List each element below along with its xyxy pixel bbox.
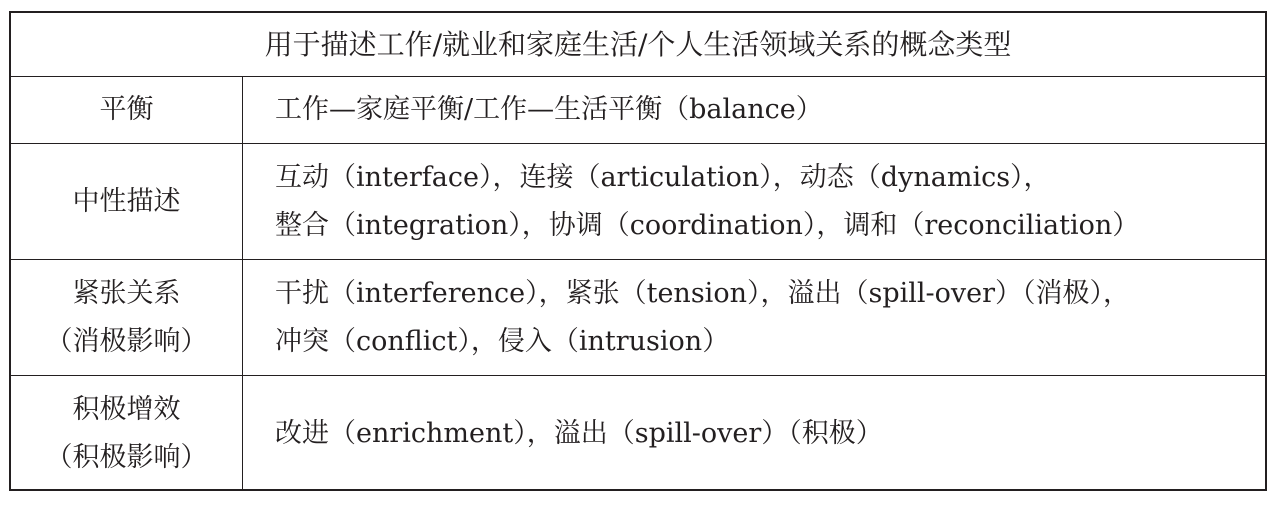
term-cell-neutral: [11, 144, 243, 260]
desc-cell-neutral: [243, 144, 1265, 260]
desc-cell-tension: [243, 260, 1265, 376]
term-line: 紧张关系: [72, 277, 181, 309]
term-cell-tension: [11, 260, 243, 376]
concept-types-table: [9, 11, 1267, 491]
term-line: 中性描述: [72, 185, 181, 217]
desc-line: 冲突（conflict），侵入（intrusion）: [275, 325, 730, 357]
table-title: 用于描述工作/就业和家庭生活/个人生活领域关系的概念类型: [11, 13, 1265, 77]
term-line: 积极增效: [72, 393, 181, 425]
term-cell-balance: [11, 77, 243, 144]
desc-line: 整合（integration），协调（coordination），调和（reconciliation）: [275, 209, 1140, 241]
desc-cell-positive: [243, 376, 1265, 491]
term-line: （积极影响）: [45, 441, 208, 473]
desc-cell-balance: [243, 77, 1265, 144]
term-line: 平衡: [99, 94, 154, 125]
desc-line: 干扰（interference），紧张（tension），溢出（spill-over）（消极），: [275, 277, 1131, 309]
term-cell-positive: [11, 376, 243, 491]
term-line: （消极影响）: [45, 325, 208, 357]
desc-line: 工作—家庭平衡/工作—生活平衡（balance）: [275, 94, 823, 125]
desc-line: 改进（enrichment），溢出（spill-over）（积极）: [275, 417, 883, 449]
desc-line: 互动（interface），连接（articulation），动态（dynamics），: [275, 161, 1051, 193]
